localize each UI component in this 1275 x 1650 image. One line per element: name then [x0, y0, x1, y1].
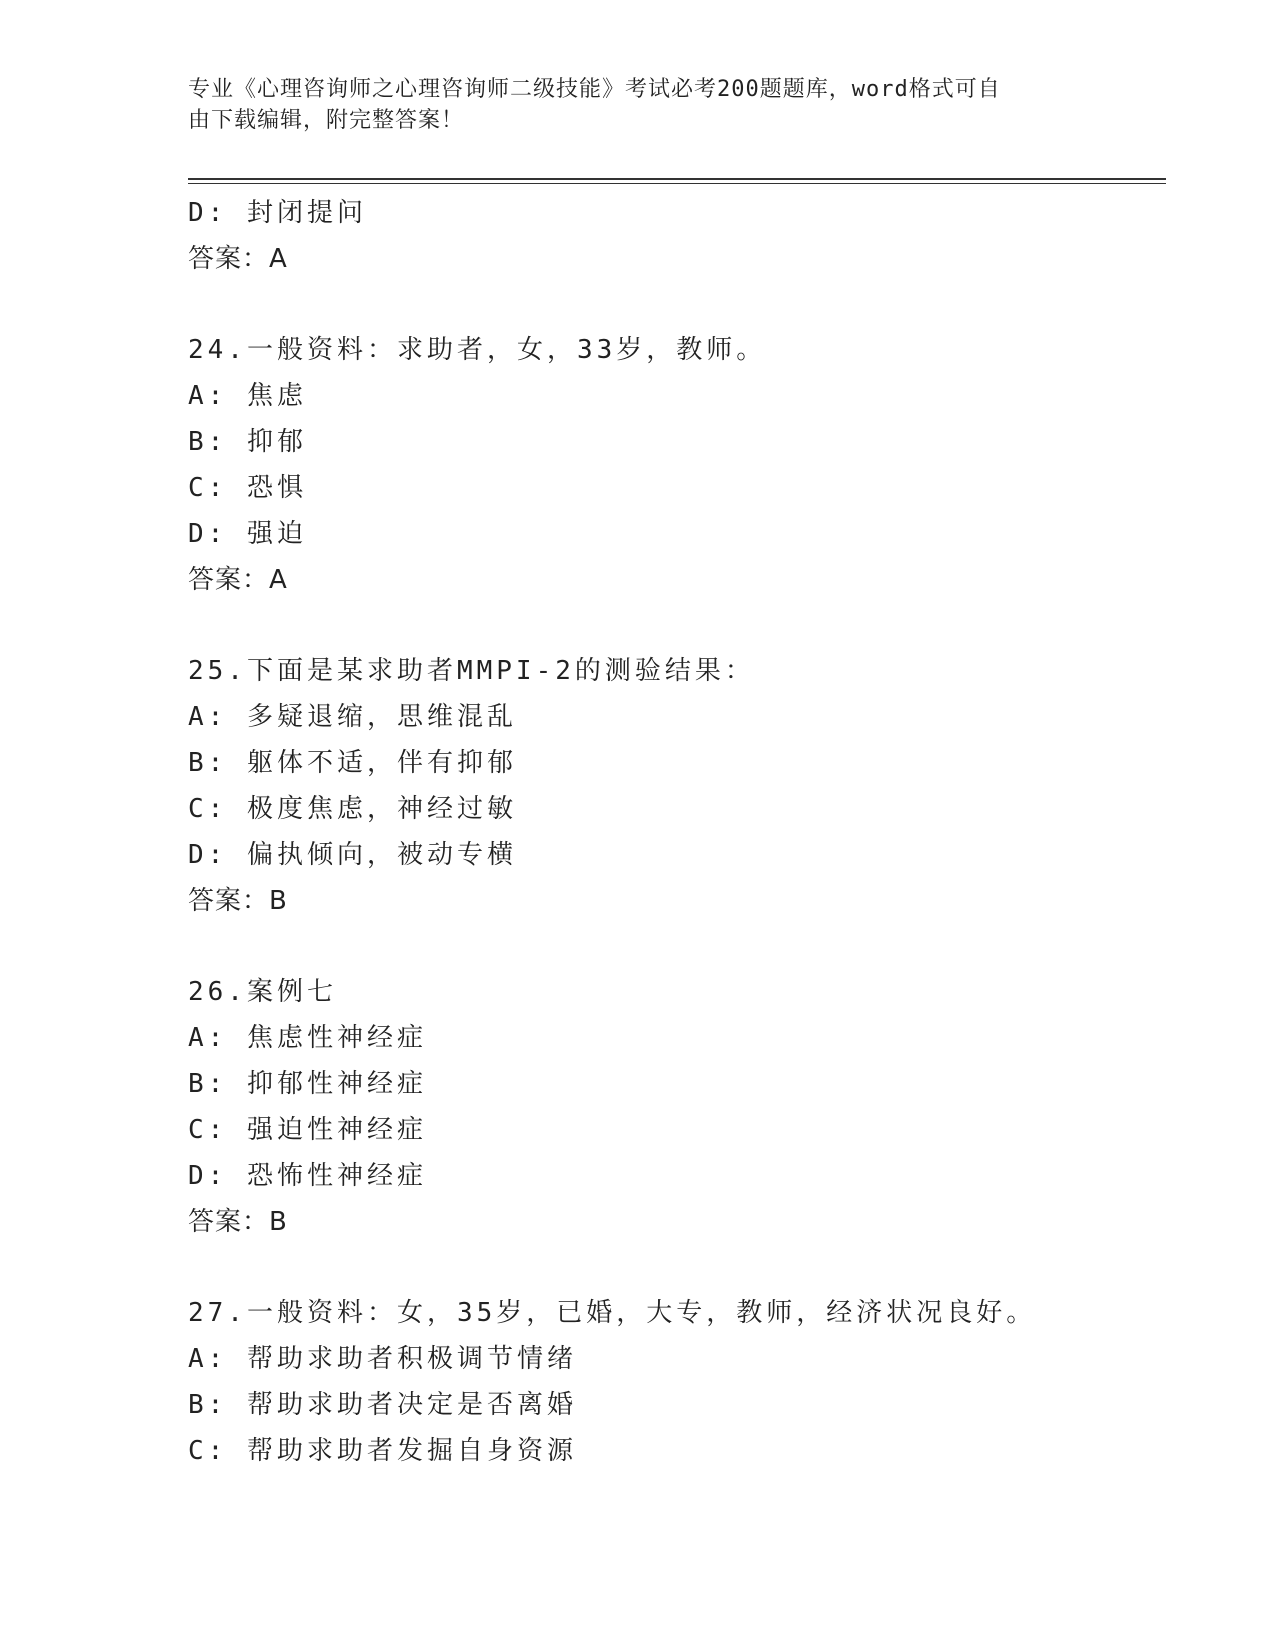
document-header	[188, 74, 1068, 136]
option-d: D: 偏执倾向，被动专横	[188, 840, 517, 870]
option-b: B: 帮助求助者决定是否离婚	[188, 1390, 577, 1420]
question-stem: 26.案例七	[188, 977, 337, 1007]
answer-line: 答案：B	[188, 1207, 288, 1237]
option-b: B: 躯体不适，伴有抑郁	[188, 748, 517, 778]
option-c: C: 恐惧	[188, 473, 307, 503]
question-list	[188, 190, 1168, 1474]
answer-line: 答案：A	[188, 565, 288, 595]
header-line-2: 由下载编辑，附完整答案！	[188, 108, 465, 133]
option-c: C: 帮助求助者发掘自身资源	[188, 1436, 577, 1466]
option-d: D: 恐怖性神经症	[188, 1161, 427, 1191]
question-25	[188, 648, 1168, 924]
option-c: C: 极度焦虑，神经过敏	[188, 794, 517, 824]
option-a: A: 焦虑性神经症	[188, 1023, 427, 1053]
question-stem: 25.下面是某求助者MMPI-2的测验结果：	[188, 656, 755, 686]
option-a: A: 帮助求助者积极调节情绪	[188, 1344, 577, 1374]
question-24	[188, 327, 1168, 603]
spacer	[188, 1245, 1168, 1290]
question-stem: 24.一般资料：求助者，女，33岁，教师。	[188, 335, 767, 365]
question-26	[188, 969, 1168, 1245]
question-stem: 27.一般资料：女，35岁，已婚，大专，教师，经济状况良好。	[188, 1298, 1037, 1328]
spacer	[188, 282, 1168, 327]
question-23-tail	[188, 190, 1168, 282]
spacer	[188, 603, 1168, 648]
header-divider-thick	[188, 178, 1166, 180]
option-b: B: 抑郁性神经症	[188, 1069, 427, 1099]
question-27	[188, 1290, 1168, 1474]
answer-line: 答案：A	[188, 244, 288, 274]
spacer	[188, 924, 1168, 969]
option-b: B: 抑郁	[188, 427, 307, 457]
option-a: A: 多疑退缩，思维混乱	[188, 702, 517, 732]
answer-line: 答案：B	[188, 886, 288, 916]
header-divider-thin	[188, 183, 1166, 184]
option-c: C: 强迫性神经症	[188, 1115, 427, 1145]
header-line-1: 专业《心理咨询师之心理咨询师二级技能》考试必考200题题库，word格式可自	[188, 77, 1001, 102]
option-d: D: 封闭提问	[188, 198, 367, 228]
option-a: A: 焦虑	[188, 381, 307, 411]
option-d: D: 强迫	[188, 519, 307, 549]
